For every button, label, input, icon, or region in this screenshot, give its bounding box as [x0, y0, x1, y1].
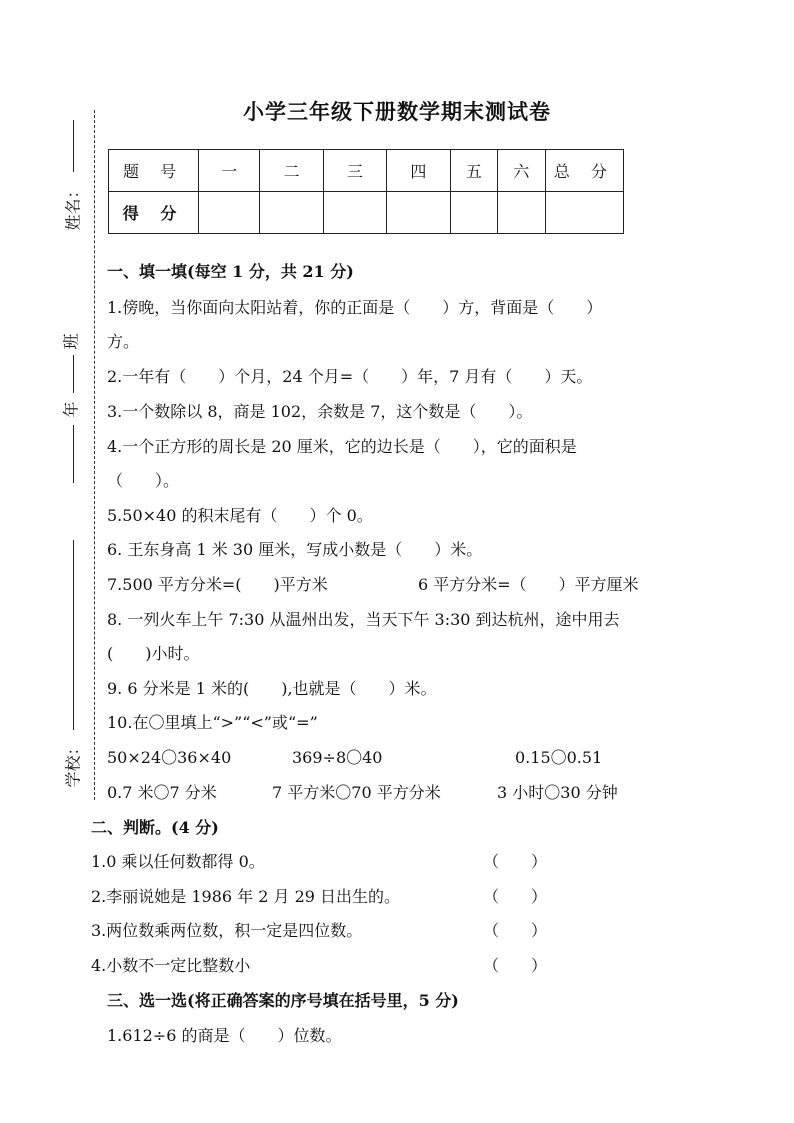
judge-answer-paren[interactable]: （ ） — [483, 956, 548, 975]
class-ban-label: 班 — [61, 333, 81, 350]
score-input-cell[interactable] — [387, 192, 450, 234]
table-cell: 题 号 — [109, 150, 199, 192]
score-table — [108, 149, 624, 234]
table-cell: 六 — [498, 150, 546, 192]
question-8a: 8. 一列火车上午 7:30 从温州出发，当天下午 3:30 到达杭州，途中用去 — [107, 610, 620, 629]
question-9: 9. 6 分米是 1 米的( ),也就是（ ）米。 — [107, 679, 437, 698]
question-4b: （ ）。 — [107, 471, 180, 490]
class-underline-bottom — [73, 425, 74, 483]
judge-item: 2.李丽说她是 1986 年 2 月 29 日出生的。 — [91, 887, 401, 906]
table-cell: 四 — [387, 150, 450, 192]
compare-item: 369÷8〇40 — [292, 748, 383, 767]
name-label: 姓名： — [63, 182, 83, 231]
class-underline-top — [73, 355, 74, 393]
score-input-cell[interactable] — [199, 192, 260, 234]
question-1a: 1.傍晚，当你面向太阳站着，你的正面是（ ）方，背面是（ ） — [107, 298, 603, 317]
section-1-heading: 一、填一填(每空 1 分，共 21 分) — [107, 262, 354, 281]
question-4a: 4.一个正方形的周长是 20 厘米，它的边长是（ ），它的面积是 — [107, 437, 577, 456]
question-2: 2.一年有（ ）个月，24 个月=（ ）年，7 月有（ ）天。 — [107, 367, 593, 386]
choice-question-1: 1.612÷6 的商是（ ）位数。 — [107, 1026, 342, 1045]
judge-item: 1.0 乘以任何数都得 0。 — [91, 852, 265, 871]
question-6: 6. 王东身高 1 米 30 厘米，写成小数是（ ）米。 — [107, 540, 483, 559]
judge-answer-paren[interactable]: （ ） — [483, 921, 548, 940]
question-3: 3.一个数除以 8，商是 102，余数是 7，这个数是（ ）。 — [107, 402, 533, 421]
question-8b: ( )小时。 — [107, 644, 200, 663]
table-cell: 总 分 — [545, 150, 623, 192]
compare-item: 3 小时〇30 分钟 — [497, 783, 618, 802]
judge-answer-paren[interactable]: （ ） — [483, 887, 548, 906]
class-nian-label: 年 — [61, 401, 81, 418]
score-header-row — [109, 150, 624, 192]
binding-dashed-line — [94, 110, 95, 800]
compare-item: 7 平方米〇70 平方分米 — [272, 783, 441, 802]
name-underline — [73, 120, 74, 172]
section-2-heading: 二、判断。(4 分) — [91, 818, 219, 837]
question-1b: 方。 — [107, 332, 140, 351]
judge-item: 4.小数不一定比整数小 — [91, 956, 251, 975]
exam-title: 小学三年级下册数学期末测试卷 — [243, 99, 551, 124]
score-input-cell[interactable] — [545, 192, 623, 234]
table-cell: 五 — [450, 150, 498, 192]
score-input-cell[interactable] — [450, 192, 498, 234]
score-value-row — [109, 192, 624, 234]
compare-item: 0.7 米〇7 分米 — [107, 783, 217, 802]
table-cell: 二 — [260, 150, 323, 192]
table-cell: 三 — [323, 150, 386, 192]
section-3-heading: 三、选一选(将正确答案的序号填在括号里，5 分) — [107, 991, 459, 1010]
school-underline — [73, 540, 74, 730]
score-input-cell[interactable] — [260, 192, 323, 234]
question-7b: 6 平方分米=（ ）平方厘米 — [418, 575, 639, 594]
judge-item: 3.两位数乘两位数，积一定是四位数。 — [91, 921, 363, 940]
table-cell: 一 — [199, 150, 260, 192]
score-input-cell[interactable] — [323, 192, 386, 234]
question-10: 10.在〇里填上“>”“<”或“=” — [107, 713, 318, 732]
compare-item: 0.15〇0.51 — [515, 748, 603, 767]
judge-answer-paren[interactable]: （ ） — [483, 852, 548, 871]
question-7a: 7.500 平方分米=( )平方米 — [107, 575, 328, 594]
table-cell: 得 分 — [109, 192, 199, 234]
compare-item: 50×24〇36×40 — [107, 748, 232, 767]
school-label: 学校： — [63, 739, 83, 788]
score-input-cell[interactable] — [498, 192, 546, 234]
question-5: 5.50×40 的积末尾有（ ）个 0。 — [107, 506, 373, 525]
